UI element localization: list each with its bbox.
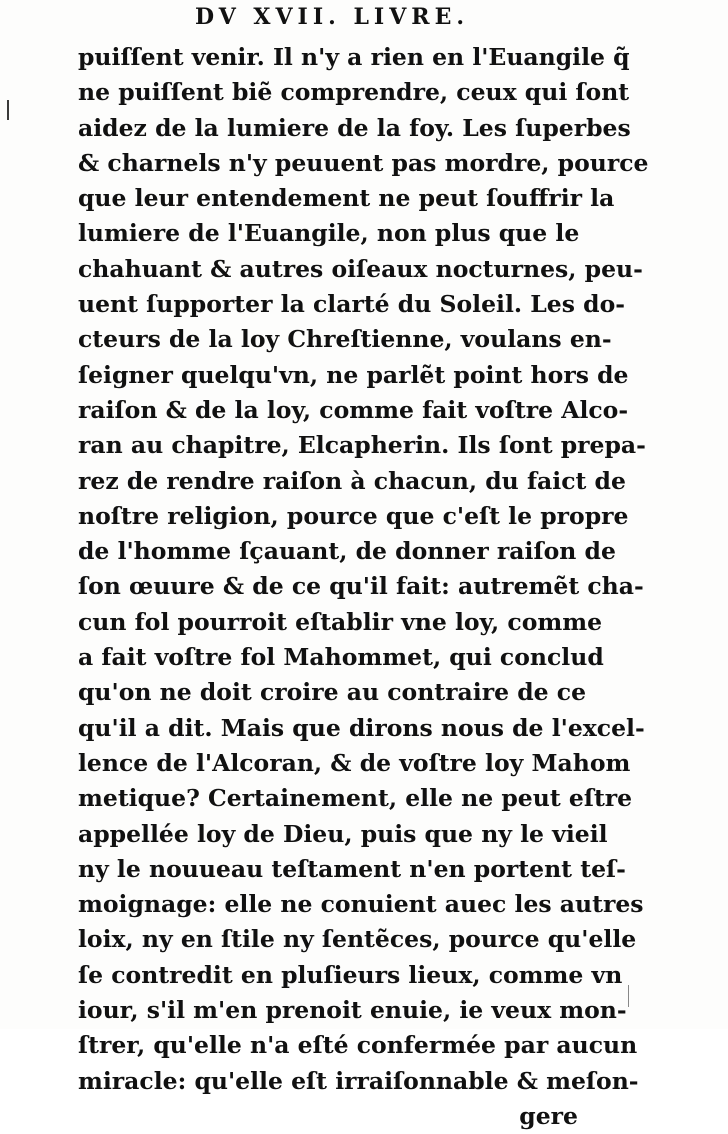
text-line: qu'on ne doit croire au contraire de ce [78, 678, 587, 707]
text-line: de l'homme ſçauant, de donner raiſon de [78, 537, 616, 566]
text-line: que leur entendement ne peut ſouffrir la [78, 184, 615, 213]
text-line: cteurs de la loy Chreſtienne, voulans en- [78, 325, 612, 354]
text-line: ne puiſſent biẽ comprendre, ceux qui ſont [78, 78, 630, 107]
text-line: a fait voſtre fol Mahommet, qui conclud [78, 643, 604, 672]
text-line: ſe contredit en pluſieurs lieux, comme vn [78, 960, 623, 989]
text-line: ſon œuure & de ce qu'il fait: autremẽt cha- [78, 572, 644, 601]
gutter-rule [628, 985, 629, 1007]
text-line: ſeigner quelqu'vn, ne parlẽt point hors de [78, 360, 629, 389]
text-line: lence de l'Alcoran, & de voſtre loy Mahom [78, 748, 631, 777]
text-line: raiſon & de la loy, comme fait voſtre Alco- [78, 395, 629, 424]
text-line: moignage: elle ne conuient auec les autres [78, 890, 644, 919]
text-line: qu'il a dit. Mais que dirons nous de l'excel- [78, 713, 645, 742]
text-line: uent ſupporter la clarté du Soleil. Les do- [78, 290, 625, 319]
text-line: ran au chapitre, Elcapherin. Ils ſont prepa- [78, 431, 646, 460]
margin-mark [7, 100, 9, 120]
text-line: ny le nouueau teſtament n'en portent teſ- [78, 854, 626, 883]
text-line: & charnels n'y peuuent pas mordre, pource [78, 148, 649, 177]
running-head: DV XVII. LIVRE. [195, 4, 469, 30]
text-line: appellée loy de Dieu, puis que ny le vieil [78, 819, 608, 848]
text-line: rez de rendre raiſon à chacun, du faict de [78, 466, 626, 495]
text-line: aidez de la lumiere de la foy. Les ſuperbes [78, 113, 631, 142]
text-line: ſtrer, qu'elle n'a eſté confermée par aucun [78, 1031, 638, 1060]
text-line: iour, s'il m'en prenoit enuie, ie veux mon- [78, 996, 627, 1025]
catchword: gere [519, 1101, 578, 1130]
text-line: loix, ny en ſtile ny ſentẽces, pource qu'elle [78, 925, 637, 954]
text-line: cun fol pourroit eſtablir vne loy, comme [78, 607, 603, 636]
text-line: metique? Certainement, elle ne peut eſtre [78, 784, 633, 813]
body-text [78, 40, 649, 1134]
text-line: noſtre religion, pource que c'eſt le propre [78, 501, 629, 530]
text-line: miracle: qu'elle eſt irraiſonnable & meſon- [78, 1066, 639, 1095]
text-line: lumiere de l'Euangile, non plus que le [78, 219, 580, 248]
text-line: chahuant & autres oiſeaux nocturnes, peu- [78, 254, 643, 283]
text-line: puiſſent venir. Il n'y a rien en l'Euangile q̃ [78, 43, 630, 71]
